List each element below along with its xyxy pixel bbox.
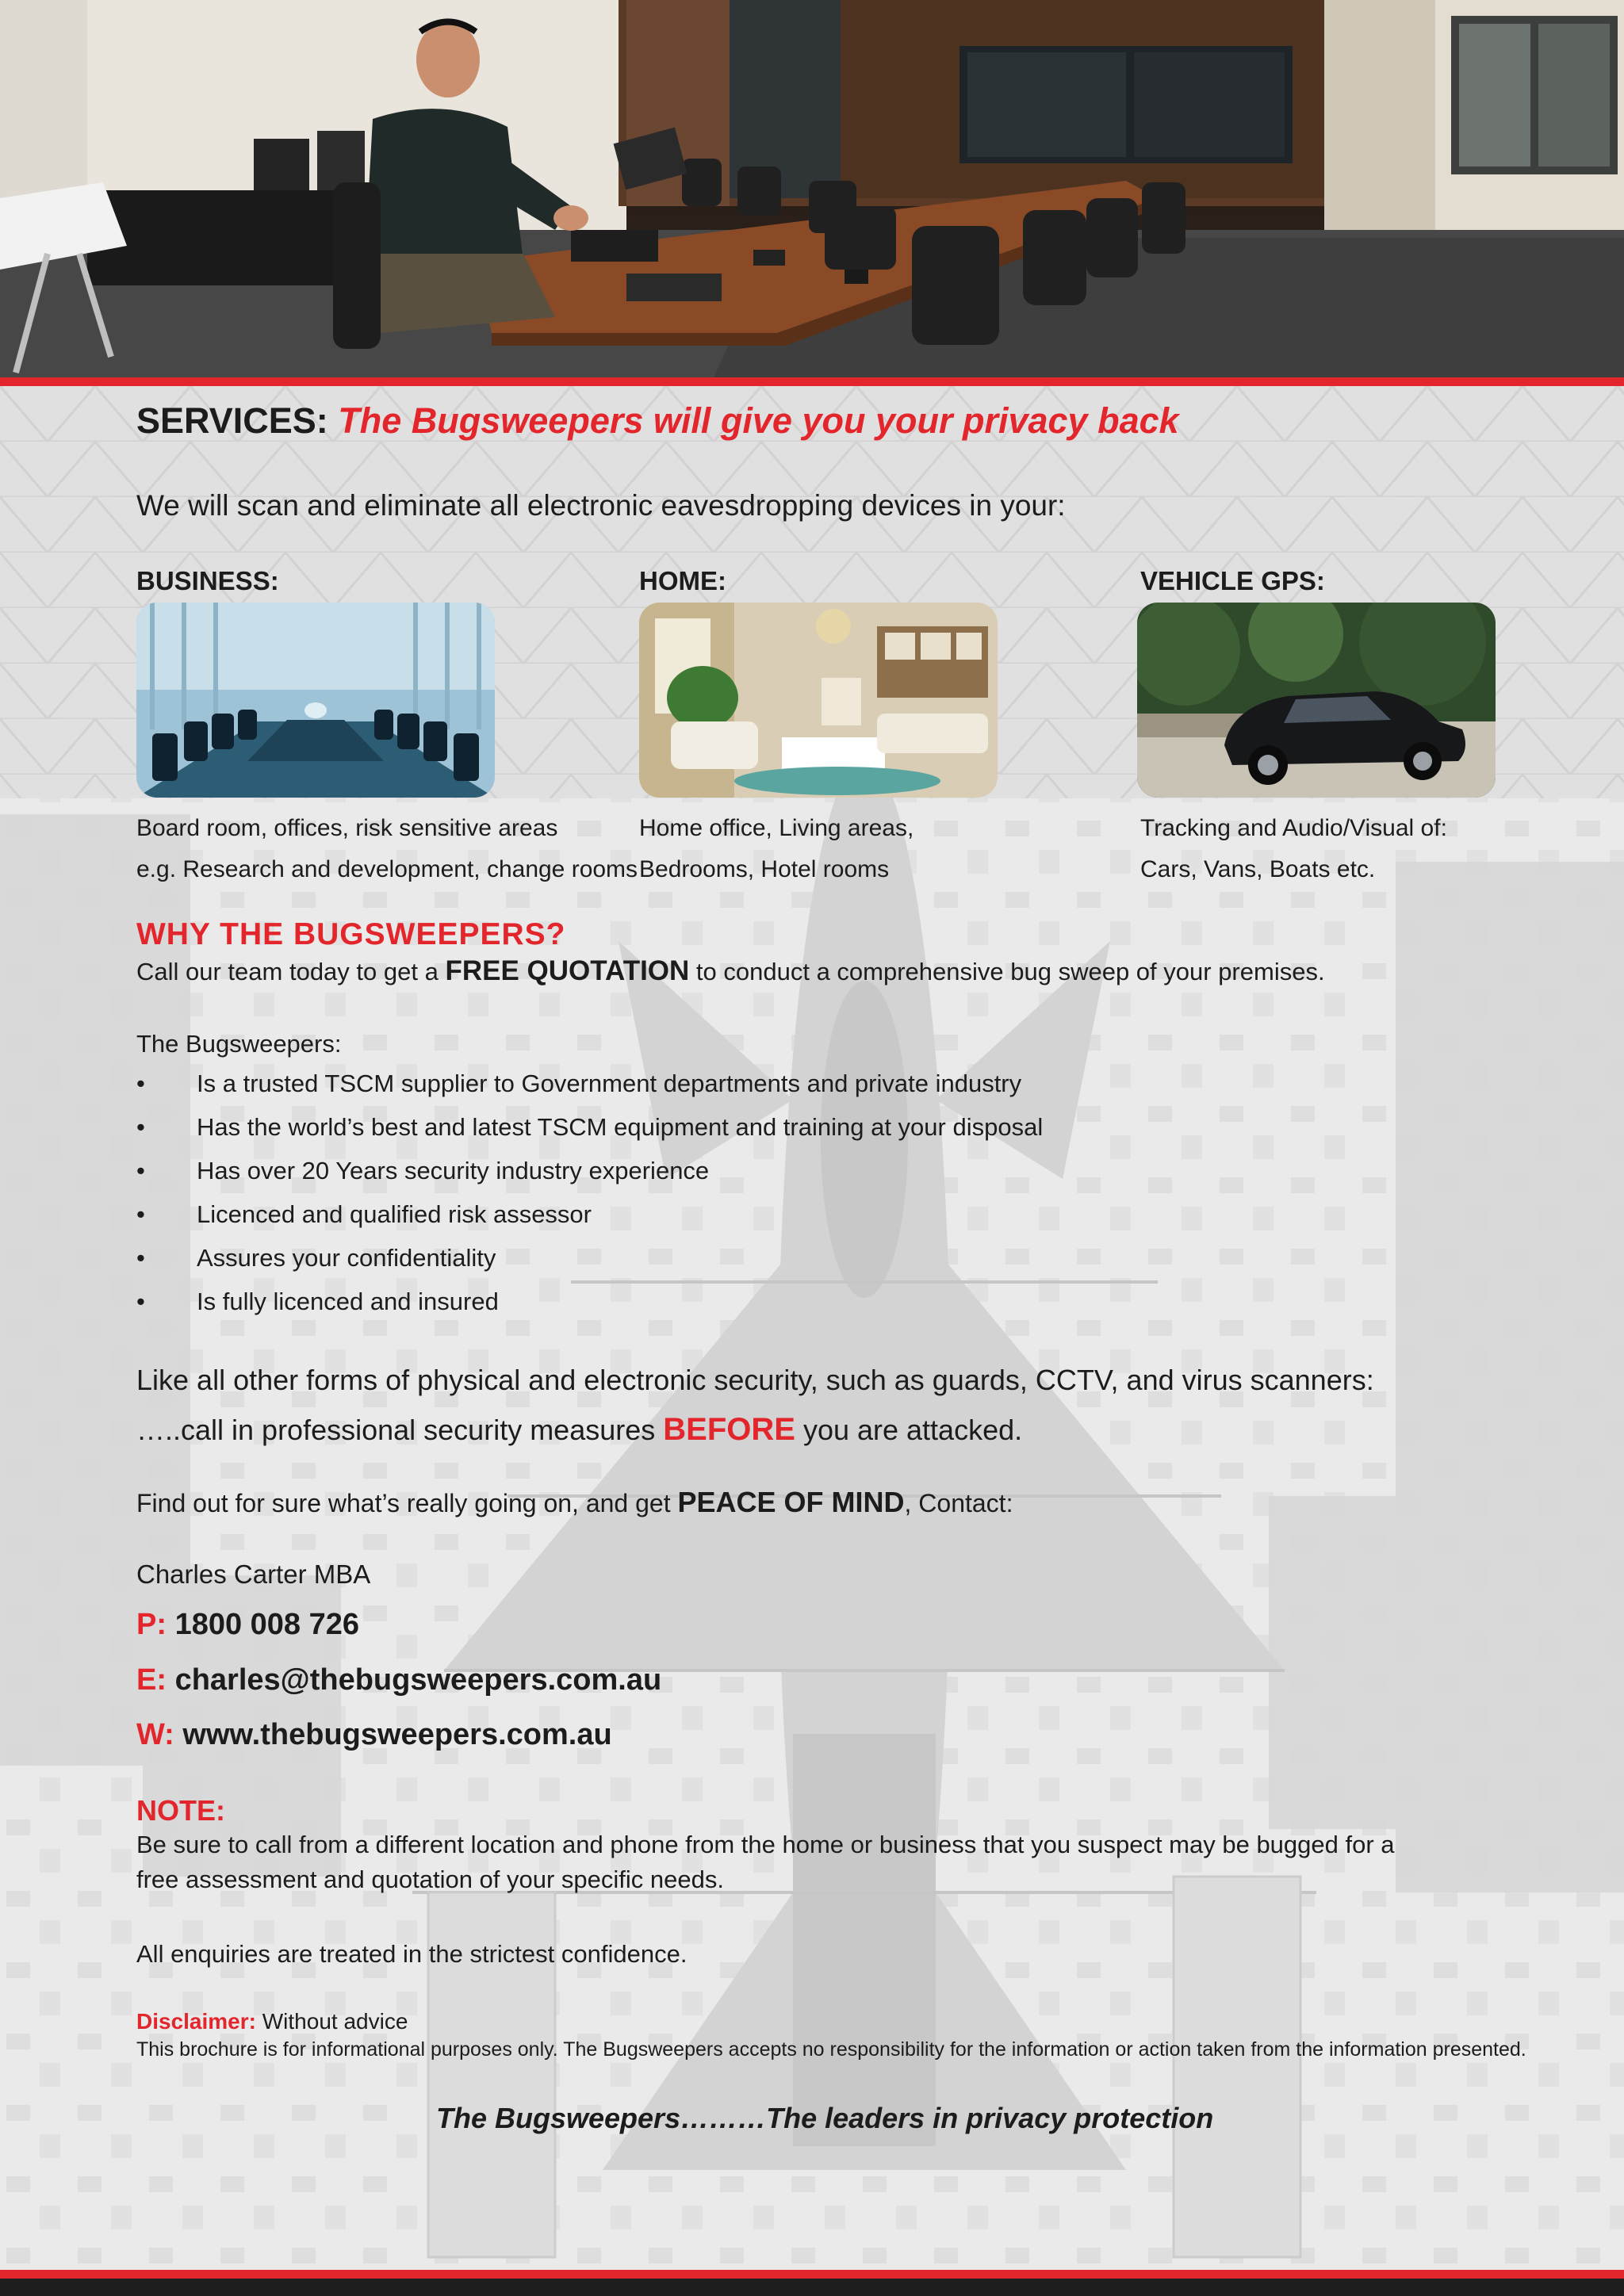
bullet-icon: • xyxy=(136,1157,145,1184)
bottom-red-rule xyxy=(0,2270,1624,2279)
phone-label: P: xyxy=(136,1608,167,1641)
home-line-1: Home office, Living areas, xyxy=(639,815,914,841)
disclaimer-short: Without advice xyxy=(255,2009,408,2034)
before-emphasis: BEFORE xyxy=(663,1412,795,1447)
note-line-2: free assessment and quotation of your specific needs. xyxy=(136,1866,724,1893)
services-tagline: The Bugsweepers will give you your privacy back xyxy=(338,400,1179,441)
vehicle-line-2: Cars, Vans, Boats etc. xyxy=(1140,856,1376,882)
security-line-1: Like all other forms of physical and electronic security, such as guards, CCTV, and virus scanners: xyxy=(136,1364,1374,1396)
website-link[interactable]: www.thebugsweepers.com.au xyxy=(182,1718,612,1751)
note-line-1: Be sure to call from a different location and phone from the home or business that you suspect may be bugged for a xyxy=(136,1831,1395,1858)
list-item-text: Is a trusted TSCM supplier to Government departments and private industry xyxy=(197,1070,1022,1097)
living-room-photo xyxy=(639,603,998,798)
home-line-2: Bedrooms, Hotel rooms xyxy=(639,856,890,882)
security-post: you are attacked. xyxy=(795,1414,1023,1446)
list-item xyxy=(136,1280,1043,1323)
contact-name: Charles Carter MBA xyxy=(136,1559,371,1589)
list-item xyxy=(136,1062,1043,1105)
vehicle-description xyxy=(1140,808,1447,890)
services-intro: We will scan and eliminate all electronic eavesdropping devices in your: xyxy=(136,489,1066,522)
web-label: W: xyxy=(136,1718,174,1751)
peace-of-mind-line xyxy=(136,1486,1013,1519)
bugsweepers-feature-list xyxy=(136,1062,1043,1323)
phone-number[interactable]: 1800 008 726 xyxy=(174,1608,360,1641)
list-item xyxy=(136,1236,1043,1280)
find-post: , Contact: xyxy=(904,1489,1013,1517)
business-heading: BUSINESS: xyxy=(136,566,279,595)
footer-dark-bar xyxy=(0,2279,1624,2296)
disclaimer-text: This brochure is for informational purposes only. The Bugsweepers accepts no responsibility for the information or action taken from the information presented. xyxy=(136,2038,1526,2061)
list-item-text: Has the world’s best and latest TSCM equipment and training at your disposal xyxy=(197,1113,1044,1141)
disclaimer-label: Disclaimer: xyxy=(136,2009,256,2034)
email-label: E: xyxy=(136,1663,167,1697)
services-label: SERVICES: xyxy=(136,400,328,441)
quote-pre: Call our team today to get a xyxy=(136,958,446,985)
disclaimer-heading xyxy=(136,2009,408,2034)
list-item xyxy=(136,1149,1043,1192)
hero-photo xyxy=(0,0,1624,377)
home-heading: HOME: xyxy=(639,566,726,595)
bugsweepers-list-heading: The Bugsweepers: xyxy=(136,1030,342,1058)
home-description xyxy=(639,808,914,890)
note-heading: NOTE: xyxy=(136,1794,225,1827)
top-red-rule xyxy=(0,377,1624,386)
quote-post: to conduct a comprehensive bug sweep of your premises. xyxy=(689,958,1325,985)
contact-website[interactable] xyxy=(136,1718,612,1752)
free-quotation-line xyxy=(136,955,1325,987)
list-item xyxy=(136,1105,1043,1149)
business-line-1: Board room, offices, risk sensitive areas xyxy=(136,815,558,841)
boardroom-photo xyxy=(136,603,495,798)
contact-email[interactable] xyxy=(136,1663,661,1697)
security-pre: …..call in professional security measures xyxy=(136,1414,664,1446)
list-item-text: Licenced and qualified risk assessor xyxy=(197,1200,592,1228)
bullet-icon: • xyxy=(136,1070,145,1097)
list-item-text: Has over 20 Years security industry experience xyxy=(197,1157,710,1184)
list-item-text: Assures your confidentiality xyxy=(197,1244,496,1272)
free-quotation-emphasis: FREE QUOTATION xyxy=(445,955,690,986)
services-heading xyxy=(136,400,1179,442)
list-item-text: Is fully licenced and insured xyxy=(197,1288,499,1315)
enquiries-line: All enquiries are treated in the strictest confidence. xyxy=(136,1940,688,1968)
bullet-icon: • xyxy=(136,1288,145,1315)
business-description xyxy=(136,808,638,890)
why-heading: WHY THE BUGSWEEPERS? xyxy=(136,917,566,951)
email-link[interactable]: charles@thebugsweepers.com.au xyxy=(174,1663,662,1697)
peace-of-mind-emphasis: PEACE OF MIND xyxy=(677,1486,905,1518)
footer-tagline: The Bugsweepers………The leaders in privacy protection xyxy=(436,2102,1214,2134)
business-line-2: e.g. Research and development, change rooms xyxy=(136,856,638,882)
bullet-icon: • xyxy=(136,1113,145,1141)
black-sedan-photo xyxy=(1137,603,1496,798)
security-line-2 xyxy=(136,1412,1022,1448)
vehicle-heading: VEHICLE GPS: xyxy=(1140,566,1325,595)
contact-phone[interactable] xyxy=(136,1608,359,1642)
vehicle-line-1: Tracking and Audio/Visual of: xyxy=(1140,815,1447,841)
find-pre: Find out for sure what’s really going on, and get xyxy=(136,1489,678,1517)
bullet-icon: • xyxy=(136,1244,145,1272)
list-item xyxy=(136,1192,1043,1236)
bullet-icon: • xyxy=(136,1200,145,1228)
